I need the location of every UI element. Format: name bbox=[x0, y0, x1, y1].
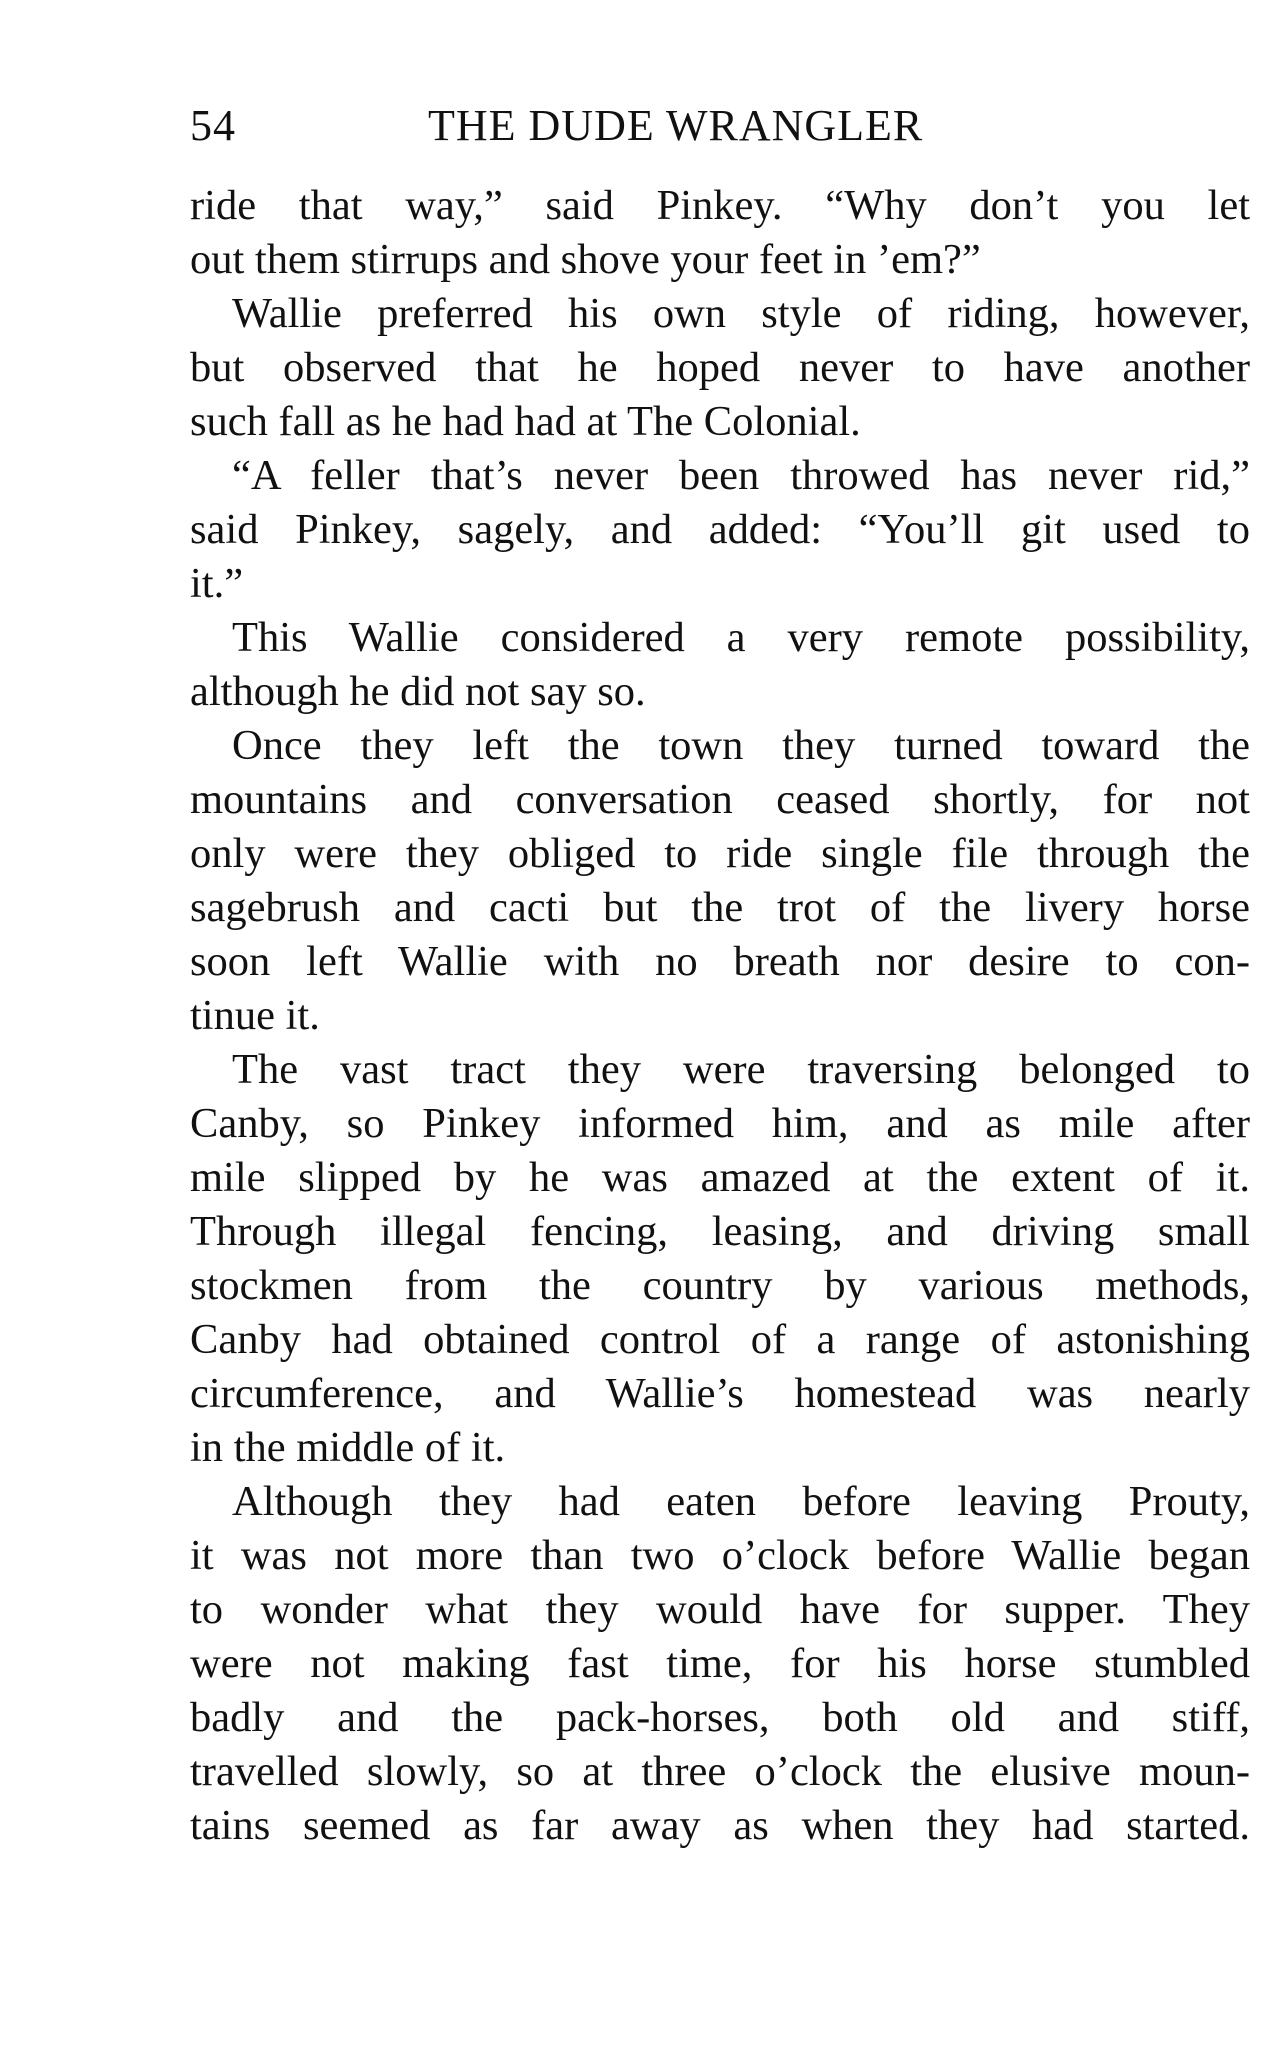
text-line: only were they obliged to ride single file through the bbox=[190, 830, 1250, 877]
text-line: travelled slowly, so at three o’clock the elusive moun- bbox=[190, 1748, 1250, 1795]
text-line: Wallie preferred his own style of riding, however, bbox=[232, 290, 1250, 337]
text-line: were not making fast time, for his horse stumbled bbox=[190, 1640, 1250, 1687]
text-line: soon left Wallie with no breath nor desire to con- bbox=[190, 938, 1250, 985]
text-line: such fall as he had had at The Colonial. bbox=[190, 398, 861, 445]
text-line: sagebrush and cacti but the trot of the livery horse bbox=[190, 884, 1250, 931]
text-line: although he did not say so. bbox=[190, 668, 646, 715]
text-line: it.” bbox=[190, 560, 244, 607]
text-line: to wonder what they would have for supper. They bbox=[190, 1586, 1250, 1633]
text-line: ride that way,” said Pinkey. “Why don’t you let bbox=[190, 182, 1250, 229]
text-line: Through illegal fencing, leasing, and driving small bbox=[190, 1208, 1250, 1255]
text-line: Canby, so Pinkey informed him, and as mile after bbox=[190, 1100, 1250, 1147]
text-line: This Wallie considered a very remote possibility, bbox=[232, 614, 1250, 661]
text-line: “A feller that’s never been throwed has never rid,” bbox=[232, 452, 1250, 499]
text-line: Once they left the town they turned toward the bbox=[232, 722, 1250, 769]
text-line: said Pinkey, sagely, and added: “You’ll git used to bbox=[190, 506, 1250, 553]
text-line: Although they had eaten before leaving Prouty, bbox=[232, 1478, 1250, 1525]
text-line: tains seemed as far away as when they had started. bbox=[190, 1802, 1250, 1849]
text-line: stockmen from the country by various methods, bbox=[190, 1262, 1250, 1309]
text-line: it was not more than two o’clock before Wallie began bbox=[190, 1532, 1250, 1579]
page-number: 54 bbox=[190, 101, 236, 150]
text-line: badly and the pack-horses, both old and stiff, bbox=[190, 1694, 1250, 1741]
page-header bbox=[190, 96, 1250, 156]
text-line: mile slipped by he was amazed at the extent of it. bbox=[190, 1154, 1250, 1201]
text-line: in the middle of it. bbox=[190, 1424, 506, 1471]
text-line: but observed that he hoped never to have another bbox=[190, 344, 1250, 391]
running-title: THE DUDE WRANGLER bbox=[428, 101, 924, 150]
text-line: Canby had obtained control of a range of astonishing bbox=[190, 1316, 1250, 1363]
text-line: tinue it. bbox=[190, 992, 320, 1039]
text-line: The vast tract they were traversing belonged to bbox=[232, 1046, 1250, 1093]
text-line: circumference, and Wallie’s homestead was nearly bbox=[190, 1370, 1250, 1417]
text-line: mountains and conversation ceased shortly, for not bbox=[190, 776, 1250, 823]
text-line: out them stirrups and shove your feet in ’em?” bbox=[190, 236, 981, 283]
